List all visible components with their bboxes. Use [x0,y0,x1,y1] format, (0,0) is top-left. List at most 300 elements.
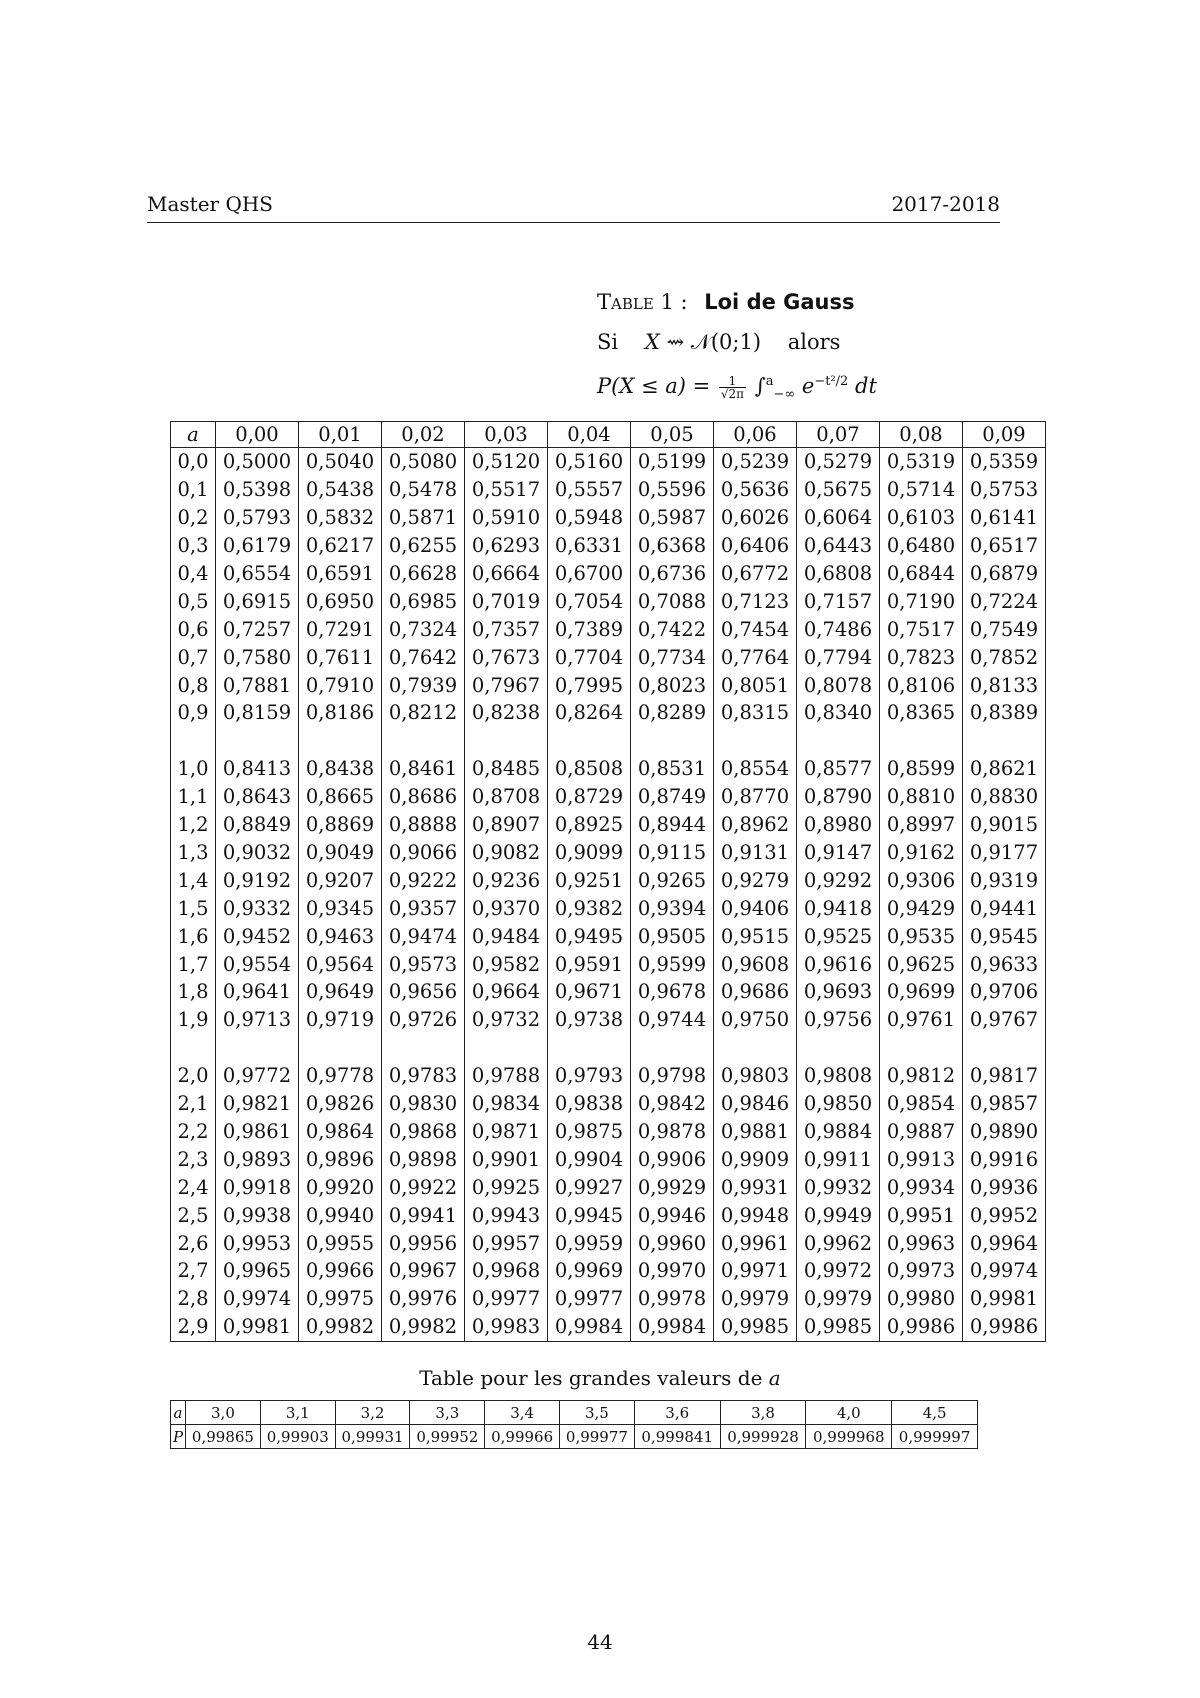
table-cell: 0,8790 [797,783,880,811]
table-row [171,866,1046,894]
table-cell: 0,9429 [880,894,963,922]
large-a-value: 3,4 [485,1401,560,1425]
table-cell: 0,9925 [465,1173,548,1201]
row-label: 2,9 [171,1313,216,1341]
large-values-var: a [768,1366,781,1390]
table-cell: 0,9664 [465,978,548,1006]
table-cell: 0,7019 [465,587,548,615]
page-number: 44 [587,1630,613,1654]
table-cell: 0,9871 [465,1118,548,1146]
table-cell: 0,9977 [548,1285,631,1313]
table-cell: 0,6772 [714,560,797,588]
table-cell: 0,9803 [714,1062,797,1090]
table-cell: 0,9599 [631,950,714,978]
table-cell: 0,9582 [465,950,548,978]
spacer-cell [465,727,548,755]
table-cell: 0,7224 [963,587,1046,615]
table-cell: 0,9881 [714,1118,797,1146]
table-cell: 0,9778 [299,1062,382,1090]
large-p-value: 0,999841 [634,1425,720,1449]
table-cell: 0,8106 [880,671,963,699]
table-cell: 0,5160 [548,448,631,476]
table-cell: 0,9292 [797,866,880,894]
table-cell: 0,5120 [465,448,548,476]
table-cell: 0,8531 [631,755,714,783]
row-label: 0,2 [171,504,216,532]
table-cell: 0,7967 [465,671,548,699]
large-values-caption [0,1366,1200,1390]
table-cell: 0,6368 [631,532,714,560]
table-cell: 0,7939 [382,671,465,699]
table-cell: 0,9936 [963,1173,1046,1201]
table-cell: 0,9985 [797,1313,880,1341]
table-cell: 0,9984 [631,1313,714,1341]
table-cell: 0,9738 [548,1006,631,1034]
row-label: 0,8 [171,671,216,699]
spacer-cell [631,1034,714,1062]
table-cell: 0,9641 [216,978,299,1006]
table-cell: 0,6217 [299,532,382,560]
table-cell: 0,9972 [797,1257,880,1285]
row-label: 2,1 [171,1090,216,1118]
table-cell: 0,7764 [714,643,797,671]
table-cell: 0,9984 [548,1313,631,1341]
table-cell: 0,9941 [382,1201,465,1229]
table-cell: 0,8365 [880,699,963,727]
table-cell: 0,6255 [382,532,465,560]
table-cell: 0,9931 [714,1173,797,1201]
table-cell: 0,8238 [465,699,548,727]
table-cell: 0,9713 [216,1006,299,1034]
table-cell: 0,9904 [548,1145,631,1173]
table-cell: 0,9962 [797,1229,880,1257]
table-cell: 0,9918 [216,1173,299,1201]
table-cell: 0,9979 [797,1285,880,1313]
table-cell: 0,9573 [382,950,465,978]
integral-sign: ∫ [754,374,766,398]
integral-upper: a [765,374,774,389]
row-label: 0,4 [171,560,216,588]
table-cell: 0,7704 [548,643,631,671]
table-cell: 0,9441 [963,894,1046,922]
table-cell: 0,9649 [299,978,382,1006]
fraction-numerator: 1 [719,375,746,388]
table-cell: 0,8159 [216,699,299,727]
table-cell: 0,9986 [880,1313,963,1341]
table-cell: 0,5279 [797,448,880,476]
table-cell: 0,9671 [548,978,631,1006]
row-label: 2,8 [171,1285,216,1313]
table-cell: 0,8980 [797,811,880,839]
table-cell: 0,9951 [880,1201,963,1229]
table-cell: 0,5832 [299,504,382,532]
row-label: 0,9 [171,699,216,727]
table-cell: 0,9986 [963,1313,1046,1341]
table-cell: 0,7190 [880,587,963,615]
caption-si: Si [597,330,619,354]
spacer-cell [216,1034,299,1062]
table-cell: 0,9956 [382,1229,465,1257]
table-cell: 0,9678 [631,978,714,1006]
large-p-value: 0,99952 [410,1425,485,1449]
table-cell: 0,9357 [382,894,465,922]
large-a-value: 3,5 [560,1401,635,1425]
table-cell: 0,8749 [631,783,714,811]
table-cell: 0,9890 [963,1118,1046,1146]
table-cell: 0,9946 [631,1201,714,1229]
table-cell: 0,9970 [631,1257,714,1285]
table-cell: 0,9115 [631,839,714,867]
table-cell: 0,5359 [963,448,1046,476]
header-course: Master QHS [147,192,273,216]
table-cell: 0,9463 [299,922,382,950]
table-cell: 0,5080 [382,448,465,476]
table-row [171,1201,1046,1229]
spacer-cell [797,727,880,755]
table-cell: 0,9177 [963,839,1046,867]
table-cell: 0,5199 [631,448,714,476]
table-cell: 0,9945 [548,1201,631,1229]
table-cell: 0,9192 [216,866,299,894]
table-cell: 0,8830 [963,783,1046,811]
table-cell: 0,7910 [299,671,382,699]
large-a-value: 3,8 [720,1401,806,1425]
table-cell: 0,6103 [880,504,963,532]
table-cell: 0,9082 [465,839,548,867]
row-label: 2,2 [171,1118,216,1146]
spacer-cell [714,1034,797,1062]
table-cell: 0,9306 [880,866,963,894]
table-cell: 0,8643 [216,783,299,811]
spacer-row [171,727,1046,755]
caption-formula-line [597,362,877,415]
table-cell: 0,5517 [465,476,548,504]
table-cell: 0,9906 [631,1145,714,1173]
large-a-value: 4,5 [892,1401,978,1425]
table-cell: 0,9959 [548,1229,631,1257]
table-cell: 0,7486 [797,615,880,643]
table-cell: 0,9868 [382,1118,465,1146]
table-cell: 0,9279 [714,866,797,894]
table-cell: 0,7088 [631,587,714,615]
gauss-table-body [171,448,1046,1342]
table-cell: 0,8438 [299,755,382,783]
table-cell: 0,5987 [631,504,714,532]
table-cell: 0,9761 [880,1006,963,1034]
exp-base: e [801,374,815,398]
spacer-cell [548,1034,631,1062]
table-cell: 0,9744 [631,1006,714,1034]
spacer-cell [382,727,465,755]
table-cell: 0,9938 [216,1201,299,1229]
table-cell: 0,9756 [797,1006,880,1034]
column-header: 0,03 [465,422,548,448]
table-cell: 0,9222 [382,866,465,894]
large-p-value: 0,99977 [560,1425,635,1449]
table-row [171,839,1046,867]
table-cell: 0,9719 [299,1006,382,1034]
table-caption [597,282,877,415]
table-cell: 0,9842 [631,1090,714,1118]
spacer-cell [299,1034,382,1062]
table-cell: 0,5239 [714,448,797,476]
caption-distribution: ⇝ 𝒩(0;1) [666,330,762,354]
table-cell: 0,6736 [631,560,714,588]
table-cell: 0,8186 [299,699,382,727]
table-cell: 0,8133 [963,671,1046,699]
table-cell: 0,9049 [299,839,382,867]
table-cell: 0,7157 [797,587,880,615]
row-label: 2,3 [171,1145,216,1173]
table-cell: 0,5675 [797,476,880,504]
table-cell: 0,9898 [382,1145,465,1173]
large-p-value: 0,99966 [485,1425,560,1449]
table-cell: 0,5636 [714,476,797,504]
caption-condition-line [597,322,877,362]
table-cell: 0,6808 [797,560,880,588]
table-cell: 0,9788 [465,1062,548,1090]
table-cell: 0,9772 [216,1062,299,1090]
row-label: 0,1 [171,476,216,504]
column-header: 0,05 [631,422,714,448]
table-row [171,1118,1046,1146]
table-cell: 0,9960 [631,1229,714,1257]
table-cell: 0,9896 [299,1145,382,1173]
column-header: 0,01 [299,422,382,448]
table-cell: 0,7642 [382,643,465,671]
row-label: 0,7 [171,643,216,671]
column-header: 0,04 [548,422,631,448]
row-label: 2,0 [171,1062,216,1090]
table-cell: 0,9826 [299,1090,382,1118]
table-cell: 0,9817 [963,1062,1046,1090]
table-cell: 0,9948 [714,1201,797,1229]
table-cell: 0,8508 [548,755,631,783]
table-cell: 0,9812 [880,1062,963,1090]
table-cell: 0,9982 [382,1313,465,1341]
table-cell: 0,9147 [797,839,880,867]
table-cell: 0,8944 [631,811,714,839]
row-label: 0,6 [171,615,216,643]
table-cell: 0,9726 [382,1006,465,1034]
table-cell: 0,8289 [631,699,714,727]
column-header: 0,06 [714,422,797,448]
row-label: 2,6 [171,1229,216,1257]
large-a-value: 3,6 [634,1401,720,1425]
table-cell: 0,6480 [880,532,963,560]
table-cell: 0,9934 [880,1173,963,1201]
table-cell: 0,9980 [880,1285,963,1313]
table-cell: 0,8849 [216,811,299,839]
corner-cell: a [171,422,216,448]
spacer-cell [382,1034,465,1062]
table-row [171,587,1046,615]
table-cell: 0,7549 [963,615,1046,643]
table-row [171,894,1046,922]
table-row [171,476,1046,504]
table-cell: 0,7611 [299,643,382,671]
table-cell: 0,8577 [797,755,880,783]
table-cell: 0,9535 [880,922,963,950]
spacer-cell [631,727,714,755]
table-cell: 0,9965 [216,1257,299,1285]
table-cell: 0,6443 [797,532,880,560]
table-cell: 0,9983 [465,1313,548,1341]
table-cell: 0,6179 [216,532,299,560]
table-cell: 0,9913 [880,1145,963,1173]
table-cell: 0,7291 [299,615,382,643]
table-cell: 0,9236 [465,866,548,894]
table-cell: 0,9971 [714,1257,797,1285]
table-cell: 0,9875 [548,1118,631,1146]
spacer-cell [465,1034,548,1062]
column-header: 0,09 [963,422,1046,448]
formula-lhs: P(X ≤ a) = [597,374,711,398]
table-cell: 0,5478 [382,476,465,504]
formula-dt: dt [855,374,877,398]
table-cell: 0,9884 [797,1118,880,1146]
table-cell: 0,9957 [465,1229,548,1257]
table-cell: 0,8212 [382,699,465,727]
table-cell: 0,9955 [299,1229,382,1257]
gauss-table [170,421,1046,1342]
table-cell: 0,9767 [963,1006,1046,1034]
header-year: 2017-2018 [891,192,1000,216]
table-cell: 0,9265 [631,866,714,894]
table-cell: 0,9834 [465,1090,548,1118]
table-cell: 0,5714 [880,476,963,504]
large-p-value: 0,99903 [260,1425,335,1449]
large-p-value: 0,999968 [806,1425,892,1449]
large-p-value: 0,99931 [335,1425,410,1449]
spacer-cell [714,727,797,755]
table-cell: 0,6406 [714,532,797,560]
table-cell: 0,5753 [963,476,1046,504]
table-row [171,448,1046,476]
table-cell: 0,9940 [299,1201,382,1229]
table-cell: 0,9901 [465,1145,548,1173]
row-label: 0,3 [171,532,216,560]
table-cell: 0,7852 [963,643,1046,671]
table-cell: 0,9949 [797,1201,880,1229]
spacer-cell [216,727,299,755]
table-cell: 0,9893 [216,1145,299,1173]
table-cell: 0,9032 [216,839,299,867]
table-cell: 0,9861 [216,1118,299,1146]
table-cell: 0,9699 [880,978,963,1006]
table-cell: 0,9961 [714,1229,797,1257]
table-cell: 0,5398 [216,476,299,504]
table-row [171,532,1046,560]
spacer-cell [880,1034,963,1062]
formula-fraction [719,375,746,400]
table-row [171,643,1046,671]
row-label: 1,9 [171,1006,216,1034]
large-values-table [170,1400,978,1449]
table-cell: 0,7517 [880,615,963,643]
table-cell: 0,9953 [216,1229,299,1257]
table-cell: 0,7123 [714,587,797,615]
table-cell: 0,9922 [382,1173,465,1201]
table-cell: 0,9131 [714,839,797,867]
table-cell: 0,9554 [216,950,299,978]
column-header: 0,07 [797,422,880,448]
table-cell: 0,9864 [299,1118,382,1146]
table-cell: 0,9505 [631,922,714,950]
table-cell: 0,9838 [548,1090,631,1118]
table-cell: 0,9830 [382,1090,465,1118]
table-cell: 0,9332 [216,894,299,922]
table-cell: 0,8686 [382,783,465,811]
column-header: 0,02 [382,422,465,448]
table-cell: 0,9394 [631,894,714,922]
table-cell: 0,8925 [548,811,631,839]
table-cell: 0,9973 [880,1257,963,1285]
table-row [171,615,1046,643]
table-cell: 0,9625 [880,950,963,978]
table-cell: 0,9798 [631,1062,714,1090]
table-cell: 0,6591 [299,560,382,588]
spacer-cell [963,727,1046,755]
table-cell: 0,9783 [382,1062,465,1090]
table-cell: 0,9967 [382,1257,465,1285]
row-label: 2,7 [171,1257,216,1285]
row-label: 1,3 [171,839,216,867]
spacer-cell [963,1034,1046,1062]
table-cell: 0,8962 [714,811,797,839]
table-cell: 0,9974 [963,1257,1046,1285]
table-cell: 0,9495 [548,922,631,950]
table-cell: 0,6141 [963,504,1046,532]
table-cell: 0,9974 [216,1285,299,1313]
large-p-label: P [171,1425,186,1449]
table-cell: 0,5793 [216,504,299,532]
table-cell: 0,5910 [465,504,548,532]
table-cell: 0,7823 [880,643,963,671]
table-cell: 0,8665 [299,783,382,811]
table-cell: 0,8554 [714,755,797,783]
table-cell: 0,7734 [631,643,714,671]
caption-title-line [597,282,877,322]
table-cell: 0,6517 [963,532,1046,560]
table-cell: 0,7673 [465,643,548,671]
table-cell: 0,9418 [797,894,880,922]
table-row [171,560,1046,588]
table-cell: 0,7357 [465,615,548,643]
table-cell: 0,8770 [714,783,797,811]
row-label: 0,5 [171,587,216,615]
row-label: 2,5 [171,1201,216,1229]
table-cell: 0,8078 [797,671,880,699]
large-a-value: 3,0 [186,1401,261,1425]
large-a-value: 3,1 [260,1401,335,1425]
table-cell: 0,9706 [963,978,1046,1006]
table-cell: 0,9099 [548,839,631,867]
spacer-cell [797,1034,880,1062]
page-header [147,192,1000,223]
table-cell: 0,8869 [299,811,382,839]
spacer-cell [548,727,631,755]
large-a-label: a [171,1401,186,1425]
table-label: Table 1 : [597,290,688,314]
table-cell: 0,9251 [548,866,631,894]
spacer-cell [171,727,216,755]
table-cell: 0,9821 [216,1090,299,1118]
row-label: 1,4 [171,866,216,894]
table-cell: 0,9927 [548,1173,631,1201]
table-cell: 0,9854 [880,1090,963,1118]
table-cell: 0,7454 [714,615,797,643]
